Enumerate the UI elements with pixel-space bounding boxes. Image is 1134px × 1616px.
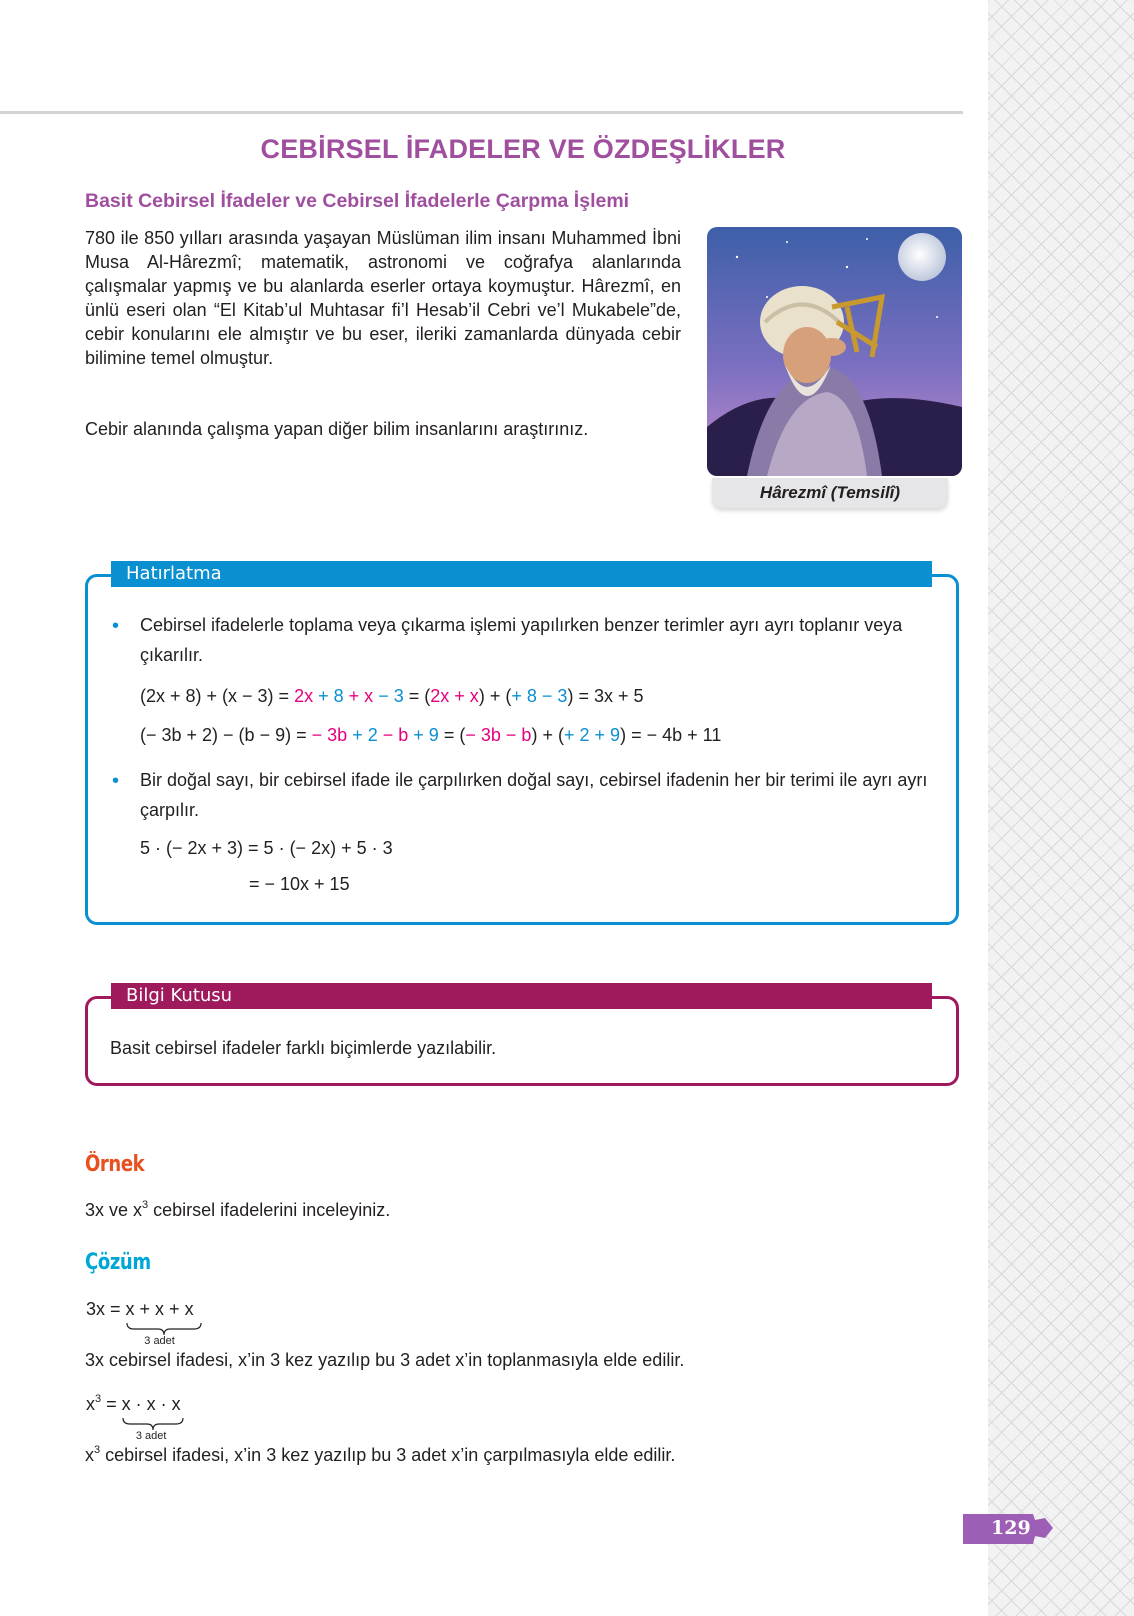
solution-line-1: 3x cebirsel ifadesi, x’in 3 kez yazılıp bu 3 adet x’in toplanmasıyla elde edilir. xyxy=(85,1350,685,1370)
eq1-plus: + xyxy=(489,686,501,706)
reminder-title: Hatırlatma xyxy=(111,561,932,587)
page-number: 129 xyxy=(991,1517,1031,1539)
solution-eq2-lhs: x xyxy=(86,1394,95,1414)
solution-equation-1 xyxy=(86,1299,194,1347)
eq1-paren: ) xyxy=(478,686,485,706)
equation-3: 5 · (− 2x + 3) = 5 · (− 2x) + 5 · 3 xyxy=(140,838,393,858)
eq2-equals: = xyxy=(443,725,455,745)
eq1-term: 2x xyxy=(430,686,450,706)
solution-line-2 xyxy=(85,1443,675,1470)
underbrace-group xyxy=(121,1394,181,1442)
solution-eq2-equals: = xyxy=(101,1394,117,1414)
eq1-equals: = xyxy=(408,686,420,706)
equation-1 xyxy=(140,686,644,707)
info-title: Bilgi Kutusu xyxy=(111,983,932,1009)
page-number-badge xyxy=(963,1512,1058,1546)
header-rule xyxy=(0,111,963,114)
eq2-term: + 9 xyxy=(594,725,621,745)
equation-4: = − 10x + 15 xyxy=(249,874,350,894)
eq1-term: − 3 xyxy=(378,686,404,706)
eq2-term: − 3b xyxy=(311,725,348,745)
exponent: 3 xyxy=(95,1393,102,1405)
underbrace-group xyxy=(125,1299,194,1347)
eq2-paren: ( xyxy=(558,725,564,745)
solution-eq1-lhs: 3x = xyxy=(86,1299,121,1319)
bullet-dot: • xyxy=(112,770,120,792)
solution-heading: Çözüm xyxy=(85,1250,151,1275)
page-title: CEBİRSEL İFADELER VE ÖZDEŞLİKLER xyxy=(260,134,786,164)
section-title: Basit Cebirsel İfadeler ve Cebirsel İfadelerle Çarpma İşlemi xyxy=(85,190,630,212)
eq2-term: + 2 xyxy=(352,725,378,745)
solution-line-2-part: cebirsel ifadesi, x’in 3 kez yazılıp bu 3 adet x’in çarpılmasıyla elde edilir. xyxy=(100,1445,676,1465)
eq1-term: + 8 xyxy=(511,686,537,706)
eq2-term: + 9 xyxy=(413,725,439,745)
intro-paragraph: 780 ile 850 yılları arasında yaşayan Müslüman ilim insanı Muhammed İbni Musa Al-Hârezmî; matematik, astronomi ve coğrafya alanlarında çalışmalar yapmış ve bu alanlarda eserler ortaya koymuştur. Hârezmî, en ünlü eseri olan “El Kitab’ul Muhtasar fi’l Hesab’il Cebri ve’l Mukabele”de, cebir konularını ele almıştır ve bu eser, ileriki zamanlarda dünyada cebir bilimine temel olmuştur. xyxy=(85,228,681,368)
eq1-paren: ( xyxy=(424,686,431,706)
eq2-lhs: (− 3b + 2) − (b − 9) = xyxy=(140,725,307,745)
eq1-paren: ) xyxy=(567,686,574,706)
eq2-paren: ( xyxy=(459,725,466,745)
eq2-rhs: = − 4b + 11 xyxy=(631,725,722,745)
exponent: 3 xyxy=(142,1199,149,1211)
eq2-term: + 2 xyxy=(564,725,590,745)
harezmi-illustration xyxy=(707,227,962,476)
example-text-part: cebirsel ifadelerini inceleyiniz. xyxy=(148,1200,391,1220)
eq2-plus: + xyxy=(542,725,553,745)
eq2-term: − 3b xyxy=(465,725,501,745)
example-text xyxy=(85,1198,390,1225)
info-text: Basit cebirsel ifadeler farklı biçimlerde yazılabilir. xyxy=(110,1038,497,1058)
equation-2 xyxy=(140,725,721,746)
eq1-term: + 8 xyxy=(318,686,344,706)
exponent: 3 xyxy=(94,1444,101,1456)
example-text-part: 3x ve x xyxy=(85,1200,143,1220)
eq2-term: − b xyxy=(505,725,532,745)
eq1-term: 2x xyxy=(294,686,314,706)
underbrace-label: 3 adet xyxy=(144,1335,175,1347)
eq1-lhs: (2x + 8) + (x − 3) = xyxy=(140,686,290,706)
eq1-rhs: = 3x + 5 xyxy=(578,686,644,706)
example-heading: Örnek xyxy=(85,1152,145,1177)
intro-task: Cebir alanında çalışma yapan diğer bilim insanlarını araştırınız. xyxy=(85,419,589,439)
bullet-dot: • xyxy=(112,615,120,637)
underbrace-label: 3 adet xyxy=(135,1430,167,1442)
reminder-bullet-1: Cebirsel ifadelerle toplama veya çıkarma işlemi yapılırken benzer terimler ayrı ayrı toplanır veya çıkarılır. xyxy=(140,615,903,665)
eq1-term: + x xyxy=(348,686,374,706)
solution-line-2-part: x xyxy=(85,1445,94,1465)
eq2-paren: ) xyxy=(531,725,538,745)
reminder-bullet-2: Bir doğal sayı, bir cebirsel ifade ile çarpılırken doğal sayı, cebirsel ifadenin her bir terimi ile ayrı ayrı çarpılır. xyxy=(140,770,928,820)
eq2-term: − b xyxy=(382,725,409,745)
eq2-paren: ) xyxy=(620,725,627,745)
eq1-term: + x xyxy=(454,686,479,706)
solution-eq1-rhs: x + x + x xyxy=(125,1299,194,1319)
portrait-caption: Hârezmî (Temsilî) xyxy=(712,478,948,508)
harezmi-portrait xyxy=(707,227,962,476)
eq1-term: − 3 xyxy=(541,686,568,706)
solution-eq2-rhs: x · x · x xyxy=(121,1394,181,1414)
decorative-side-pattern xyxy=(988,0,1134,1616)
eq1-paren: ( xyxy=(505,686,512,706)
solution-equation-2 xyxy=(86,1393,181,1442)
